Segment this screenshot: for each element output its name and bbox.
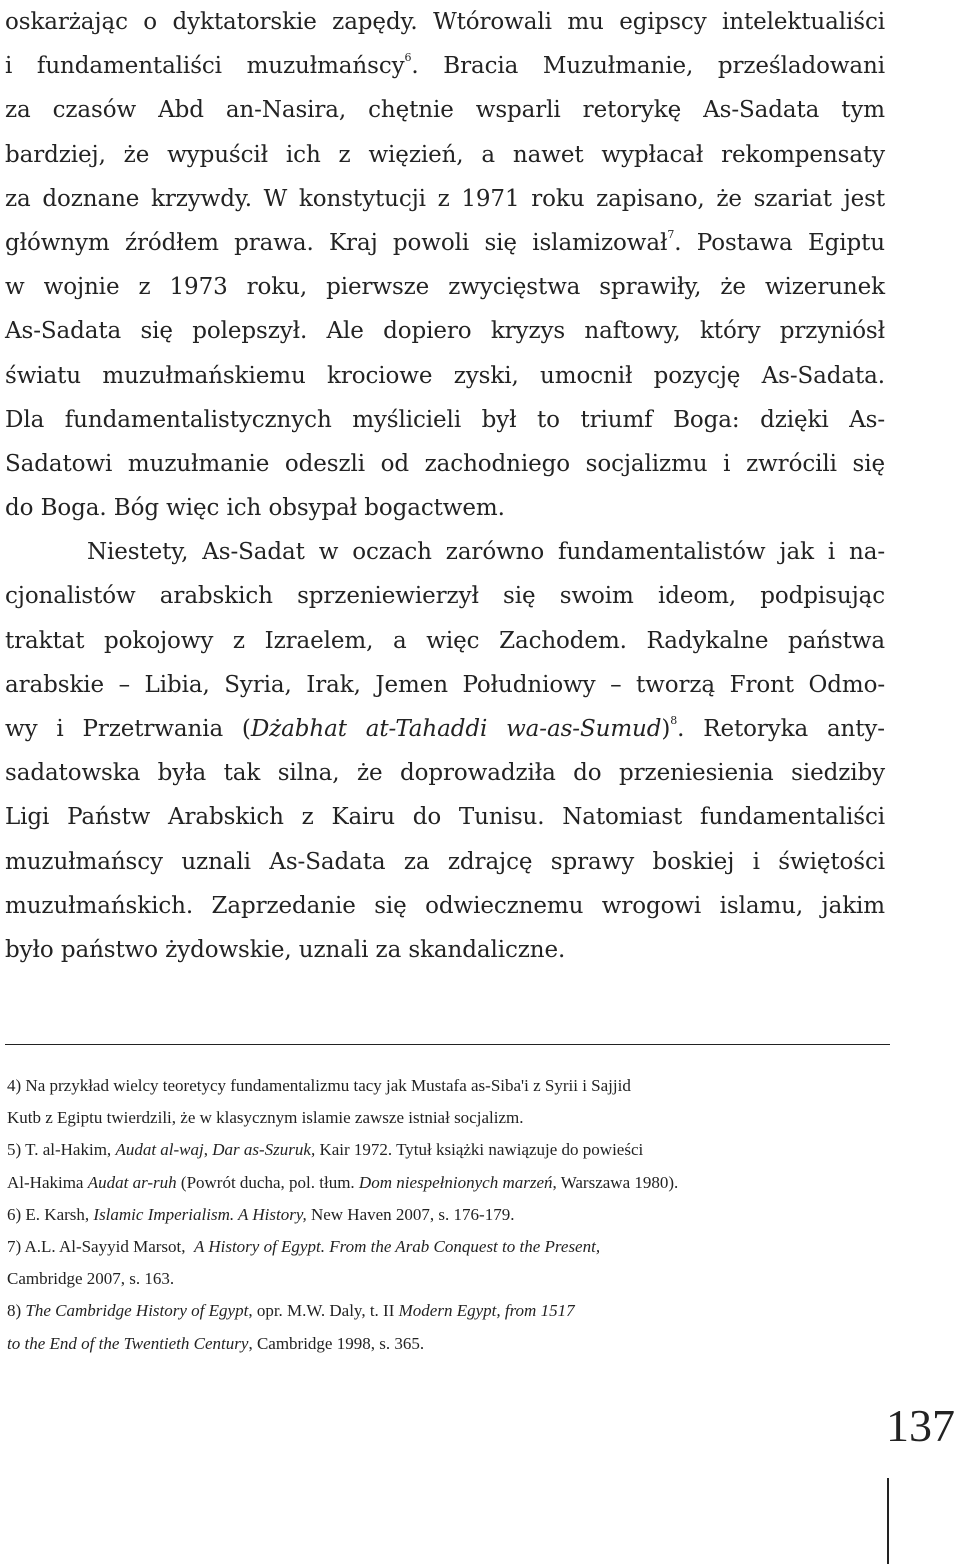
- text-line: [5, 44, 885, 88]
- text-span: . Retoryka anty-: [677, 716, 885, 742]
- text-line: było państwo żydowskie, uznali za skandaliczne.: [5, 936, 566, 963]
- footnote-ref-6[interactable]: 6: [404, 51, 412, 65]
- text-span: . Postawa Egiptu: [674, 229, 885, 256]
- text-line: cjonalistów arabskich sprzeniewierzył się swoim ideom, podpisując: [5, 583, 885, 610]
- text-line: w wojnie z 1973 roku, pierwsze zwycięstwa sprawiły, że wizerunek: [5, 274, 885, 301]
- italic-title: A History of Egypt. From the Arab Conquest to the Present,: [194, 1236, 601, 1256]
- text-line: As-Sadata się polepszył. Ale dopiero kryzys naftowy, który przyniósł: [5, 318, 885, 345]
- italic-term: Dżabhat at-Tahaddi wa-as-Sumud: [250, 716, 662, 742]
- footnote-7: [7, 1231, 887, 1263]
- text-span: Al-Hakima: [7, 1172, 88, 1192]
- italic-title: Dar as-Szuruk,: [212, 1140, 316, 1160]
- italic-title: Audat ar-ruh: [87, 1172, 177, 1192]
- text-line: traktat pokojowy z Izraelem, a więc Zachodem. Radykalne państwa: [5, 627, 885, 654]
- italic-title: Modern Egypt, from 1517: [398, 1301, 575, 1321]
- text-line: za czasów Abd an-Nasira, chętnie wsparli retorykę As-Sadata tym: [5, 97, 885, 124]
- italic-title: Islamic Imperialism. A History,: [93, 1204, 307, 1224]
- text-span: , Warszawa 1980).: [552, 1172, 679, 1192]
- footnote-5-cont: [7, 1167, 887, 1199]
- text-span: 7) A.L. Al-Sayyid Marsot,: [7, 1236, 194, 1256]
- text-span: i fundamentaliści muzułmańscy: [5, 53, 405, 80]
- main-text: [5, 0, 885, 972]
- footnote-ref-7[interactable]: 7: [667, 227, 675, 241]
- text-line: arabskie – Libia, Syria, Irak, Jemen Południowy – tworzą Front Odmo-: [5, 671, 885, 698]
- italic-title: The Cambridge History of Egypt: [25, 1301, 249, 1321]
- text-line: światu muzułmańskiemu krociowe zyski, umocnił pozycję As-Sadata.: [5, 362, 885, 389]
- text-span: 6) E. Karsh,: [7, 1204, 94, 1224]
- text-line: [5, 221, 885, 265]
- footnote-divider: [5, 1044, 890, 1045]
- text-line: bardziej, że wypuścił ich z więzień, a nawet wypłacał rekompensaty: [5, 141, 885, 168]
- page-number: 137: [886, 1400, 955, 1451]
- text-line: sadatowska była tak silna, że doprowadziła do przeniesienia siedziby: [5, 760, 885, 787]
- text-line: [5, 707, 885, 751]
- text-line: do Boga. Bóg więc ich obsypał bogactwem.: [5, 495, 505, 522]
- text-span: wy i Przetrwania (: [5, 716, 251, 742]
- text-line: Ligi Państw Arabskich z Kairu do Tunisu. Natomiast fundamentaliści: [5, 804, 885, 831]
- text-line: Sadatowi muzułmanie odeszli od zachodniego socjalizmu i zwrócili się: [5, 450, 885, 477]
- text-span: (Powrót ducha, pol. tłum.: [176, 1172, 359, 1192]
- footnote-8-cont: [7, 1328, 887, 1360]
- footnote-5: [7, 1134, 887, 1166]
- italic-title: to the End of the Twentieth Century: [7, 1333, 249, 1353]
- footnote-4-cont: Kutb z Egiptu twierdzili, że w klasycznym islamie zawsze istniał socjalizm.: [7, 1108, 524, 1128]
- text-span: . Bracia Muzułmanie, prześladowani: [411, 53, 885, 80]
- text-span: 5) T. al-Hakim,: [7, 1140, 116, 1160]
- text-line: za doznane krzywdy. W konstytucji z 1971 roku zapisano, że szariat jest: [5, 185, 885, 212]
- text-span: New Haven 2007, s. 176-179.: [306, 1204, 515, 1224]
- footnote-6: [7, 1199, 887, 1231]
- footnote-8: [7, 1295, 887, 1327]
- text-span: głównym źródłem prawa. Kraj powoli się islamizował: [5, 229, 668, 256]
- text-line: oskarżając o dyktatorskie zapędy. Wtórowali mu egipscy intelektualiści: [5, 9, 885, 35]
- text-line: muzułmańskich. Zaprzedanie się odwiecznemu wrogowi islamu, jakim: [5, 892, 885, 919]
- footnote-ref-8[interactable]: 8: [670, 714, 678, 727]
- footnotes: [7, 1070, 887, 1360]
- text-line: Niestety, As-Sadat w oczach zarówno fundamentalistów jak i na-: [87, 539, 885, 566]
- footnote-7-cont: Cambridge 2007, s. 163.: [7, 1269, 175, 1289]
- text-span: ,: [203, 1140, 213, 1160]
- text-span: , Cambridge 1998, s. 365.: [248, 1333, 425, 1353]
- text-span: ): [661, 716, 671, 742]
- text-line: muzułmańscy uznali As-Sadata za zdrajcę sprawy boskiej i świętości: [5, 848, 885, 875]
- text-line: Dla fundamentalistycznych myślicieli był to triumf Boga: dzięki As-: [5, 406, 885, 433]
- text-span: , opr. M.W. Daly, t. II: [248, 1301, 399, 1321]
- text-span: Kair 1972. Tytuł książki nawiązuje do powieści: [315, 1140, 644, 1160]
- text-span: 8): [7, 1301, 26, 1321]
- page-number-rule: [887, 1478, 889, 1564]
- footnote-4: 4) Na przykład wielcy teoretycy fundamentalizmu tacy jak Mustafa as-Siba'i z Syrii i Sajjid: [7, 1076, 631, 1095]
- italic-title: Audat al-waj: [115, 1140, 204, 1160]
- italic-title: Dom niespełnionych marzeń: [358, 1172, 553, 1192]
